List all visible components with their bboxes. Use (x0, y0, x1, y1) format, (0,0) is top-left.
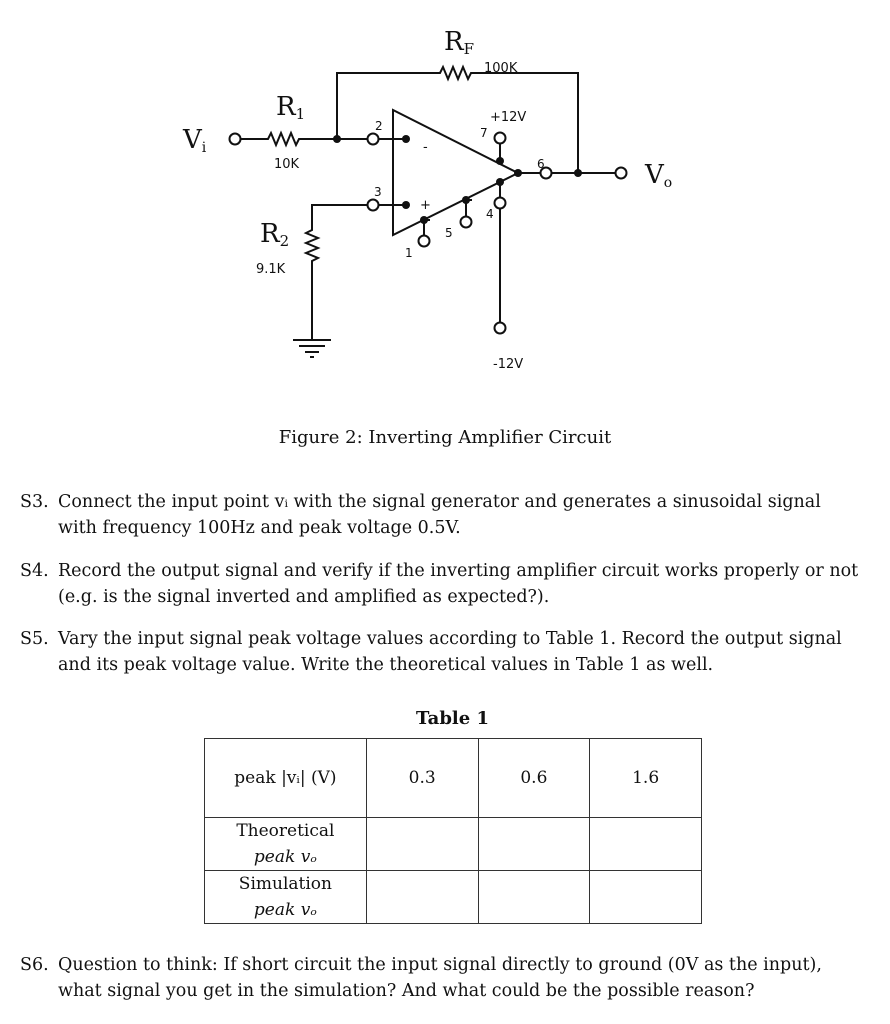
junction-dot (462, 196, 470, 204)
table-row (205, 871, 702, 924)
r1-label: R1 (276, 92, 306, 123)
row-label-line: Theoretical (236, 821, 335, 841)
step-text: Connect the input point vᵢ with the signal generator and generates a sinusoidal signal with frequency 100Hz and peak voltage 0.5V. (58, 492, 821, 538)
table-cell (478, 818, 590, 871)
pin7-terminal (495, 133, 506, 144)
step-text: Record the output signal and verify if the inverting amplifier circuit works properly or not (e.g. is the signal inverted and amplified as expected?). (58, 561, 859, 607)
junction-dot (333, 135, 341, 143)
results-table (204, 738, 702, 924)
step-text: Question to think: If short circuit the input signal directly to ground (0V as the input), what signal you get in the simulation? And what could be the possible reason? (58, 955, 822, 1001)
junction-dot (514, 169, 522, 177)
r2-label: R2 (260, 219, 290, 250)
pin1-terminal (419, 236, 430, 247)
pin3-terminal (368, 200, 379, 211)
junction-dot (496, 157, 504, 165)
table-column-header: 0.3 (366, 739, 478, 818)
vo-terminal (616, 168, 627, 179)
table-cell (366, 818, 478, 871)
step-s4 (20, 558, 860, 610)
pin-number: 4 (486, 207, 494, 221)
r1-resistor (241, 133, 337, 145)
pin5-terminal (461, 217, 472, 228)
vi-terminal (230, 134, 241, 145)
vo-label: Vo (645, 160, 673, 191)
row-label-line: peak vₒ (253, 847, 317, 867)
r2-resistor (306, 205, 368, 340)
pin2-terminal (368, 134, 379, 145)
table-cell (590, 871, 702, 924)
rf-label: RF (444, 27, 474, 58)
junction-dot (402, 201, 410, 209)
row-label (205, 818, 367, 871)
pin-number: 5 (445, 226, 453, 240)
step-number: S6. (20, 955, 49, 975)
pos-supply-label: +12V (490, 110, 527, 125)
pin-number: 6 (537, 157, 545, 171)
step-s3 (20, 489, 860, 541)
step-number: S5. (20, 629, 49, 649)
pin-number: 1 (405, 246, 413, 260)
step-s6 (20, 952, 860, 1004)
table-title: Table 1 (415, 708, 489, 729)
row-label-line: Simulation (238, 874, 332, 894)
pin-number: 2 (375, 119, 383, 133)
junction-dot (402, 135, 410, 143)
inverting-amplifier-schematic (0, 0, 890, 420)
table-row (205, 818, 702, 871)
table-column-header: 1.6 (590, 739, 702, 818)
figure-caption: Figure 2: Inverting Amplifier Circuit (278, 427, 612, 448)
step-s5 (20, 626, 860, 678)
row-label (205, 871, 367, 924)
junction-dot (574, 169, 582, 177)
table-header-row (205, 739, 702, 818)
minus-sign: - (423, 140, 428, 155)
pin4-terminal (495, 198, 506, 209)
pin-number: 7 (480, 126, 488, 140)
rf-value: 100K (484, 61, 518, 76)
step-number: S4. (20, 561, 49, 581)
r1-value: 10K (274, 157, 300, 172)
plus-sign: + (420, 198, 431, 213)
step-text: Vary the input signal peak voltage values according to Table 1. Record the output signal and its peak voltage value. Write the theoretical values in Table 1 as well. (58, 629, 842, 675)
junction-dot (420, 216, 428, 224)
table-cell (590, 818, 702, 871)
table-column-header: 0.6 (478, 739, 590, 818)
pin-number: 3 (374, 185, 382, 199)
step-number: S3. (20, 492, 49, 512)
ground-symbol (293, 340, 331, 357)
row-label-line: peak vₒ (253, 900, 317, 920)
table-header-label: peak |vᵢ| (V) (205, 739, 367, 818)
r2-value: 9.1K (256, 262, 286, 277)
vi-label: Vi (183, 125, 207, 156)
table-cell (366, 871, 478, 924)
neg-supply-terminal (495, 323, 506, 334)
table-cell (478, 871, 590, 924)
junction-dot (496, 178, 504, 186)
neg-supply-label: -12V (493, 357, 524, 372)
